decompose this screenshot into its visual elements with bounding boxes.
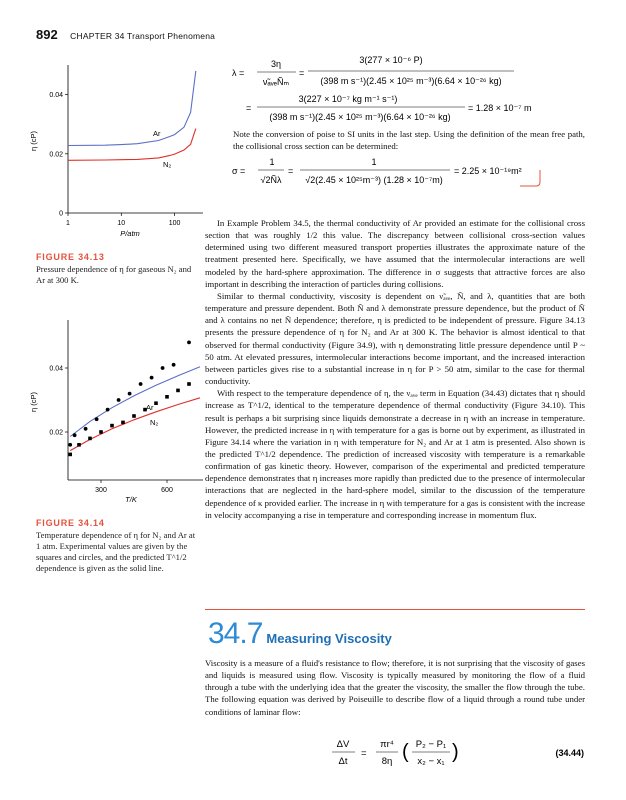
- eq3-den2: √2(2.45 × 10²⁵m⁻³) (1.28 × 10⁻⁷m): [305, 175, 443, 185]
- body-text: [205, 217, 585, 521]
- fig14-ar-point: [161, 366, 165, 370]
- fig13-xtick-label: 10: [117, 220, 126, 227]
- figure-34-13-caption: Pressure dependence of η for gaseous N₂ and Ar at 300 K.: [36, 264, 192, 285]
- fig14-ar-point: [106, 408, 110, 412]
- fig13-xtick-label: 100: [168, 220, 181, 227]
- section-paragraph: Viscosity is a measure of a fluid's resistance to flow; therefore, it is not surprising that the viscosity of gases and liquids is measured using flow. Viscosity is typically measured by monitoring the flow of a fluid through a tube with the underlying idea that the greater the viscosity, the smaller the flow through the tube. The following equation was derived by Poiseuille to describe flow of a liquid through a round tube under conditions of laminar flow:: [205, 658, 585, 717]
- section-title: Measuring Viscosity: [266, 631, 392, 646]
- fig14-ar-point: [128, 392, 132, 396]
- eq44-lhs-num: ΔV: [336, 739, 350, 750]
- figure-34-14-plot: [28, 310, 208, 510]
- fig14-xtick-label: 300: [95, 487, 107, 494]
- fig14-ylabel: η (cP): [29, 391, 38, 413]
- figure-34-14-label: FIGURE 34.14: [36, 518, 105, 528]
- fig14-ytick-label: 0.04: [49, 365, 63, 373]
- fig14-xtick-label: 600: [161, 487, 173, 494]
- fig14-ar-point: [187, 341, 191, 345]
- answer-bracket: [520, 170, 540, 186]
- fig13-ytick-label: 0: [59, 210, 63, 218]
- fig14-ar-point: [95, 417, 99, 421]
- fig13-ytick-label: 0.04: [49, 92, 63, 100]
- fig14-n2-point: [68, 453, 72, 457]
- eq1-den: (398 m s⁻¹)(2.45 × 10²⁵ m⁻³)(6.64 × 10⁻²⁶ kg): [320, 76, 502, 86]
- eq3-result: = 2.25 × 10⁻¹⁹m²: [454, 166, 522, 176]
- fig14-label-ar: Ar: [146, 403, 154, 412]
- fig13-label-ar: Ar: [153, 129, 161, 138]
- fig14-ar-point: [172, 363, 176, 367]
- paragraph-1: In Example Problem 34.5, the thermal conductivity of Ar provided an estimate for the collisional cross section that was roughly 1/2 this value. The discrepancy between collisional cross-section values determined using two different measured transport properties illustrates the approximate nature of the treatment presented here. Specifically, we have assumed that the intermolecular interactions are well modeled by the hard-sphere approximation. The difference in σ suggests that attractive forces are also important in describing the interaction of particles during collisions.: [205, 218, 585, 289]
- eq3-den1: √2Ñλ: [260, 175, 282, 185]
- fig13-xlabel: P/atm: [120, 229, 140, 238]
- section-rule: [205, 609, 585, 610]
- poiseuille-equation: [300, 733, 600, 775]
- fig13-series-line: [68, 71, 196, 146]
- fig14-n2-point: [110, 424, 114, 428]
- eq44-equals: =: [361, 748, 367, 759]
- fig14-ytick-label: 0.02: [49, 429, 63, 437]
- eq3-num1: 1: [269, 157, 275, 167]
- eq44-p-den: x₂ − x₁: [417, 756, 445, 767]
- fig14-predicted-line: [70, 367, 200, 437]
- fig14-n2-point: [154, 401, 158, 405]
- fig13-label-n2: N₂: [163, 160, 172, 169]
- fig14-predicted-line: [70, 398, 200, 451]
- fig14-n2-point: [176, 389, 180, 393]
- figure-34-14-caption: Temperature dependence of η for N₂ and Ar at 1 atm. Experimental values are given by the squares and circles, and the predicted T^1/2 dependence is given as the solid line.: [36, 530, 196, 573]
- eq44-label: (34.44): [555, 748, 584, 758]
- fig13-axes: [68, 65, 203, 213]
- section-heading: [208, 617, 392, 651]
- page-header: [36, 26, 215, 44]
- eq44-rparen: ): [452, 741, 459, 763]
- eq1-num: 3(277 × 10⁻⁶ P): [359, 55, 423, 65]
- eq1-frac1-num: 3η: [270, 59, 282, 69]
- eq3-lhs: σ =: [232, 166, 246, 176]
- fig14-ar-point: [150, 376, 154, 380]
- paragraph-2: Similar to thermal conductivity, viscosity is dependent on ν̃ₐᵥₑ, Ñ, and λ, quantities that are both temperature and pressure dependent. Both Ñ and λ demonstrate pressure dependence, but the product of Ñ and λ contains no net Ñ dependence; therefore, η is predicted to be independent of pressure. Figure 34.13 presents the pressure dependence of η for N₂ and Ar at 300 K. The behavior is almost identical to that observed for thermal conductivity (Figure 34.9), with η demonstrating little pressure dependence until P ~ 50 atm. At elevated pressures, intermolecular interactions become important, and the increased interaction between particles gives rise to a substantial increase in η for P > 50 atm, similar to the case for thermal conductivity.: [205, 290, 585, 387]
- eq1-frac1-den: ν̃ₐᵥₑÑₘ: [262, 77, 290, 87]
- fig14-ar-point: [84, 427, 88, 431]
- eq2-num: 3(227 × 10⁻⁷ kg m⁻¹ s⁻¹): [298, 94, 398, 104]
- fig14-ar-point: [139, 382, 143, 386]
- eq2-result: = 1.28 × 10⁻⁷ m: [468, 103, 532, 113]
- fig14-ar-point: [117, 398, 121, 402]
- eq2-den: (398 m s⁻¹)(2.45 × 10²⁵ m⁻³)(6.64 × 10⁻²⁶ kg): [269, 112, 451, 122]
- chapter-title: CHAPTER 34 Transport Phenomena: [70, 31, 216, 41]
- equation-block: [200, 50, 600, 200]
- eq3-equals: =: [288, 166, 294, 176]
- fig14-n2-point: [165, 395, 169, 399]
- section-number: 34.7: [208, 617, 263, 650]
- fig14-label-n2: N₂: [150, 418, 159, 427]
- page-number: 892: [36, 27, 58, 42]
- eq1-equals: =: [299, 68, 305, 78]
- figure-34-13-plot: [28, 55, 208, 245]
- fig14-n2-point: [187, 382, 191, 386]
- fig14-xlabel: T/K: [125, 495, 137, 504]
- eq1-lhs: λ =: [232, 68, 245, 78]
- fig14-n2-point: [77, 443, 81, 447]
- fig14-n2-point: [99, 430, 103, 434]
- eq44-mid-num: πr⁴: [380, 739, 394, 750]
- fig14-ar-point: [73, 433, 77, 437]
- fig13-ytick-label: 0.02: [49, 151, 63, 159]
- eq2-equals: =: [246, 103, 252, 113]
- fig13-xtick-label: 1: [66, 220, 70, 227]
- fig14-ar-point: [68, 443, 72, 447]
- fig14-axes: [68, 320, 203, 480]
- note-paragraph: Note the conversion of poise to SI units in the last step. Using the definition of the mean free path, the collisional cross section can be determined:: [233, 129, 585, 152]
- eq3-num2: 1: [371, 157, 377, 167]
- paragraph-3: With respect to the temperature dependence of η, the νₐᵥₑ term in Equation (34.43) dictates that η should increase as T^1/2, identical to the temperature dependence of thermal conductivity (Figure 34.10). This result is perhaps a bit surprising since liquids demonstrate a decrease in η with an increase in temperature. However, the predicted increase in η with temperature for a gas is borne out by experiment, as illustrated in Figure 34.14 where the variation in η with temperature for N₂ and Ar at 1 atm is presented. Also shown is the predicted T^1/2 dependence. The prediction of increased viscosity with temperature is a remarkable confirmation of gas kinetic theory. However, comparison of the experimental and predicted temperature dependence demonstrates that η increases more rapidly than predicted due to the presence of intermolecular interactions that are neglected in the hard-sphere model, similar to the discussion of the temperature dependence of κ provided earlier. The increase in η with temperature for a gas is consistent with the increase in velocity accompanying a rise in temperature and corresponding increase in momentum flux.: [205, 388, 585, 520]
- fig14-n2-point: [132, 414, 136, 418]
- fig14-n2-point: [121, 421, 125, 425]
- eq44-mid-den: 8η: [381, 756, 393, 767]
- fig13-ylabel: η (cP): [29, 130, 38, 152]
- fig14-n2-point: [88, 437, 92, 441]
- eq44-p-num: P₂ − P₁: [415, 739, 447, 750]
- eq44-lparen: (: [402, 741, 409, 763]
- figure-34-13-label: FIGURE 34.13: [36, 252, 105, 262]
- eq44-lhs-den: Δt: [338, 756, 348, 767]
